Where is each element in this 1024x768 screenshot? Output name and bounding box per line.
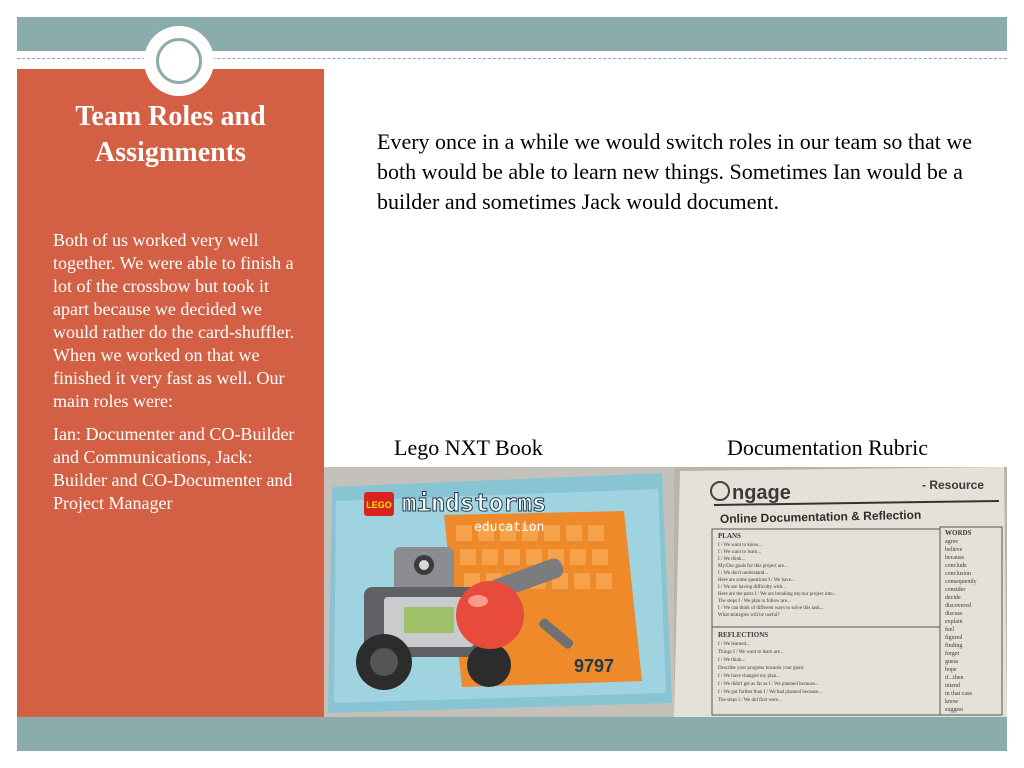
plans-line: My/Our goals for this project are...: [718, 564, 788, 569]
slide-title: Team Roles and Assignments: [75, 101, 266, 168]
word-item: conclude: [945, 563, 967, 569]
word-item: consequently: [945, 579, 977, 585]
reflections-line: I / We have changed my plan...: [718, 674, 780, 679]
lego-book-illustration: [324, 467, 674, 717]
engage-logo-text: ngage: [732, 482, 791, 504]
plans-line: The steps I / We plan to follow are...: [718, 599, 791, 604]
plans-line: I / We don't understand...: [718, 571, 768, 576]
word-item: agree: [945, 539, 958, 545]
word-item: discovered: [945, 603, 971, 609]
plans-line: I / We are having difficulty with...: [718, 585, 786, 590]
plans-label: PLANS: [718, 532, 741, 540]
words-label: WORDS: [945, 529, 972, 537]
documentation-rubric-photo: [674, 467, 1007, 717]
plans-line: Here are some questions I / We have...: [718, 578, 795, 583]
red-ball: [456, 581, 524, 649]
word-item: guess: [945, 659, 959, 665]
caption-documentation-rubric: Documentation Rubric: [727, 435, 929, 460]
main-text: Every once in a while we would switch roles in our team so that we both would be able to learn new things. Sometimes Ian would be a builder and sometimes Jack would document.: [377, 129, 973, 214]
resource-tag: - Resource: [922, 478, 985, 492]
word-item: discuss: [945, 611, 963, 617]
reflections-label: REFLECTIONS: [718, 631, 769, 639]
word-item: know: [945, 699, 959, 705]
rubric-illustration: [674, 467, 1007, 717]
sidebar: [17, 69, 324, 717]
reflections-line: I / We got further than I / We had planned because...: [718, 690, 822, 695]
circle-ornament: [144, 26, 214, 96]
word-item: figured: [945, 635, 963, 641]
plans-line: I / We want to learn...: [718, 550, 762, 555]
plans-line: Here are the parts I / We are breaking my/our project into...: [718, 592, 837, 597]
plans-line: What strategies will be useful?: [718, 613, 780, 618]
reflections-line: Describe your progress towards your goals: [718, 666, 804, 671]
set-number: 9797: [574, 656, 615, 676]
reflections-line: I / We think...: [718, 658, 746, 663]
bottom-band: [17, 717, 1007, 751]
word-item: conclusion: [945, 571, 971, 577]
word-item: consider: [945, 587, 966, 593]
sidebar-paragraph-1: Both of us worked very well together. We were able to finish a lot of the crossbow but took it apart because we decided we would rather do the card-shuffler. When we worked on that we finished it very fast as well. Our main roles were:: [53, 230, 295, 411]
lego-logo-text: LEGO: [366, 500, 392, 510]
sidebar-paragraph-2: Ian: Documenter and CO-Builder and Communications, Jack: Builder and CO-Documenter and Project Manager: [53, 424, 295, 513]
reflections-line: The steps I / We did first were...: [718, 698, 782, 703]
word-item: hope: [945, 667, 957, 673]
reflections-line: I / We didn't get as far as I / We planned because...: [718, 682, 819, 687]
plans-line: I / We can think of different ways to solve this task...: [718, 606, 824, 611]
rubric-heading: Online Documentation & Reflection: [719, 507, 922, 526]
plans-line: I / We think...: [718, 557, 746, 562]
word-item: if...then: [945, 675, 964, 681]
word-item: intend: [945, 683, 960, 689]
circle-ring: [156, 38, 202, 84]
reflections-line: Things I / We want to learn are...: [718, 650, 784, 655]
word-item: suggest: [945, 707, 963, 713]
caption-lego-book: Lego NXT Book: [394, 435, 543, 460]
word-item: because: [945, 555, 964, 561]
education-wordmark: education: [474, 520, 545, 535]
word-item: finding: [945, 643, 963, 649]
lego-book-photo: [324, 467, 674, 717]
word-item: believe: [945, 547, 963, 553]
sidebar-text: [53, 229, 297, 525]
reflections-line: I / We learned...: [718, 642, 750, 647]
word-item: explain: [945, 619, 963, 625]
slide: [17, 17, 1007, 751]
word-item: decide: [945, 595, 961, 601]
word-item: feel: [945, 627, 954, 633]
word-item: in that case: [945, 691, 972, 697]
plans-line: I / We want to know...: [718, 543, 762, 548]
mindstorms-wordmark: mindstorms: [402, 489, 547, 517]
word-item: forget: [945, 651, 960, 657]
